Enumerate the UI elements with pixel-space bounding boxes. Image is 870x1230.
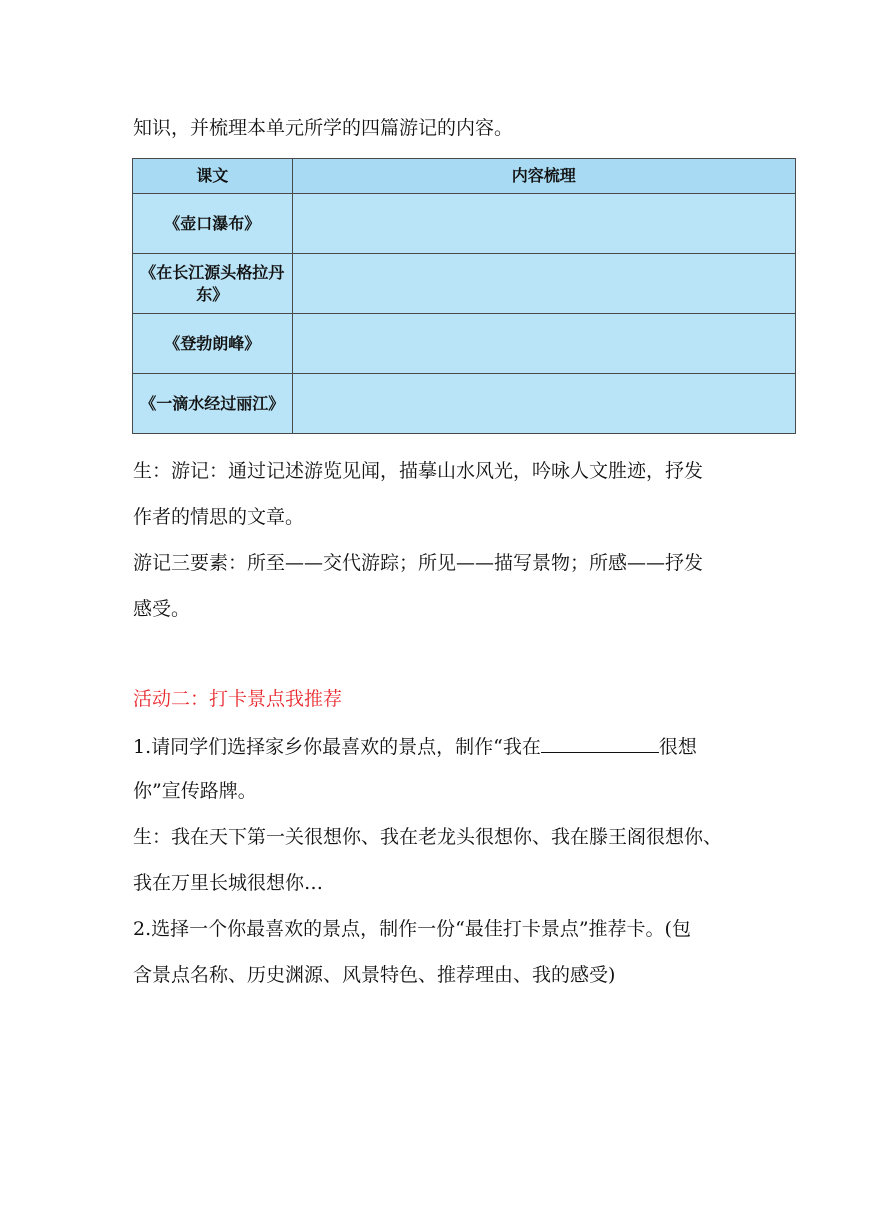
content-review-cell[interactable] [292,194,795,254]
travel-elements-line2: 感受。 [133,598,191,620]
question-1-part2: 很想 [658,736,697,758]
content-review-cell[interactable] [292,314,795,374]
fill-in-blank[interactable] [541,734,659,753]
question-2-line1: 2.选择一个你最喜欢的景点，制作一份“最佳打卡景点”推荐卡。(包 [133,918,691,940]
header-text: 课文 [133,159,293,194]
student-answer-2-line2: 我在万里长城很想你… [133,872,324,894]
activity-title: 活动二：打卡景点我推荐 [133,688,343,710]
question-1-line2: 你”宣传路牌。 [133,780,257,802]
question-2-line2: 含景点名称、历史渊源、风景特色、推荐理由、我的感受) [133,964,616,986]
intro-text: 知识，并梳理本单元所学的四篇游记的内容。 [133,117,514,139]
table-row [133,254,796,314]
text-title-cell: 《壶口瀑布》 [133,194,293,254]
travel-elements-line1: 游记三要素：所至——交代游踪；所见——描写景物；所感——抒发 [133,552,704,574]
text-title-cell: 《在长江源头格拉丹东》 [133,254,293,314]
content-review-cell[interactable] [292,254,795,314]
table-row [133,194,796,254]
table-row [133,374,796,434]
text-review-table [132,158,796,434]
student-answer-1-line1: 生：游记：通过记述游览见闻，描摹山水风光，吟咏人文胜迹，抒发 [133,460,704,482]
question-1-line1 [133,734,743,758]
content-review-cell[interactable] [292,374,795,434]
question-1-part1: 1.请同学们选择家乡你最喜欢的景点，制作“我在 [133,736,541,758]
student-answer-2-line1: 生：我在天下第一关很想你、我在老龙头很想你、我在滕王阁很想你、 [133,826,723,848]
header-content-review: 内容梳理 [292,159,795,194]
text-title-cell: 《一滴水经过丽江》 [133,374,293,434]
student-answer-1-line2: 作者的情思的文章。 [133,506,305,528]
text-title-cell: 《登勃朗峰》 [133,314,293,374]
table-row [133,314,796,374]
table-header-row [133,159,796,194]
